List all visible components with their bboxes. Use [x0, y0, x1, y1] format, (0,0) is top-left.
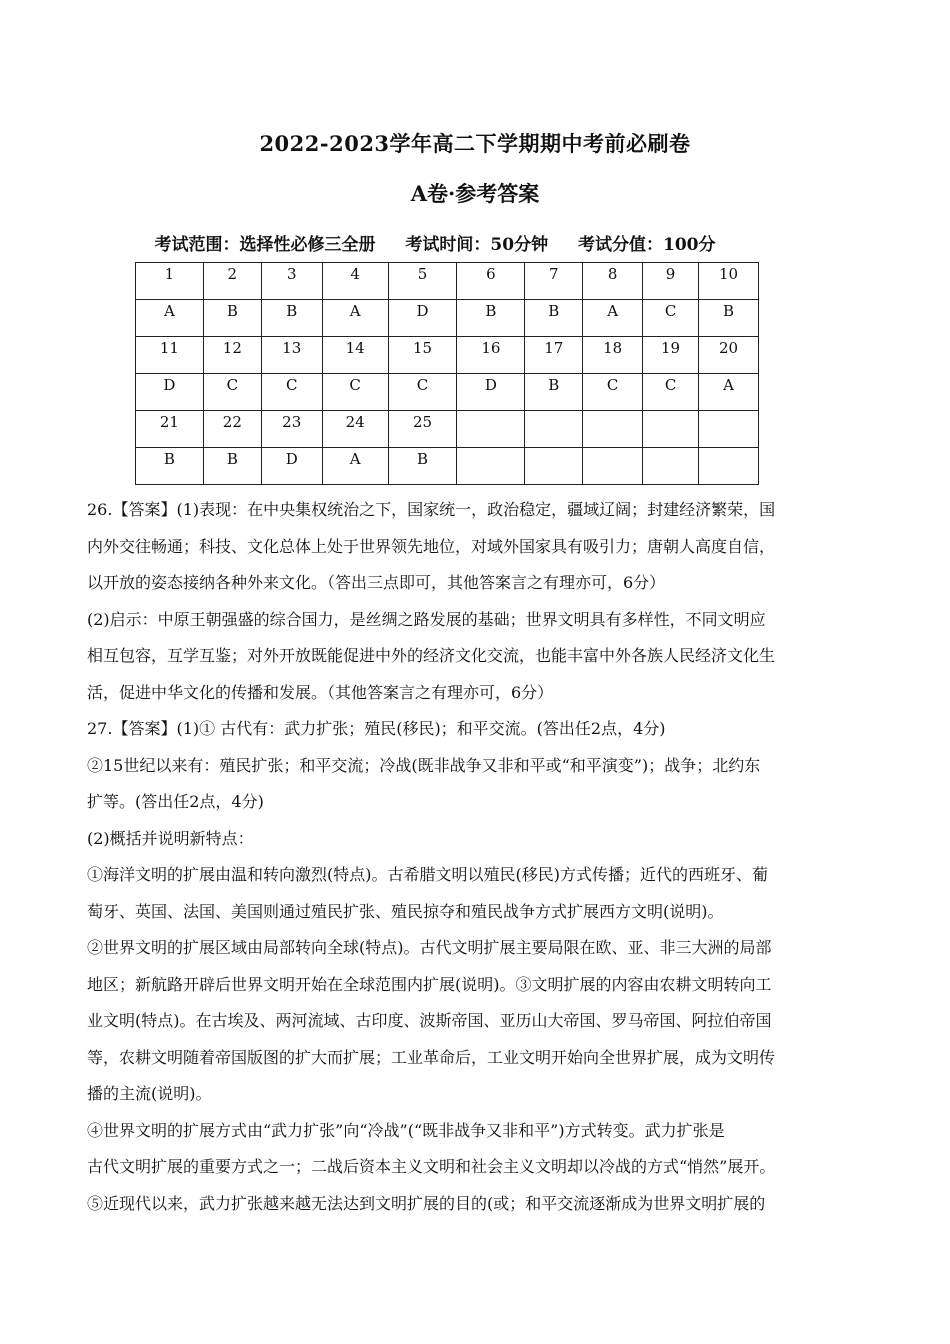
- text-line: 26.【答案】(1)表现：在中央集权统治之下，国家统一，政治稳定，疆域辽阔；封建经济繁荣，国: [87, 500, 776, 519]
- question-number-cell: 19: [643, 337, 699, 374]
- question-number-cell: 10: [699, 263, 759, 300]
- answer-cell: C: [583, 374, 643, 411]
- question-number-cell: 3: [261, 263, 322, 300]
- answer-cell: A: [322, 300, 388, 337]
- question-number-row: [136, 411, 759, 448]
- answer-row: [136, 448, 759, 485]
- answer-cell: B: [525, 374, 583, 411]
- document-subtitle: A卷·参考答案: [410, 181, 540, 206]
- answer-cell: C: [203, 374, 261, 411]
- question-number-cell: 17: [525, 337, 583, 374]
- question-number-cell: 16: [457, 337, 525, 374]
- text-line: ④世界文明的扩展方式由“武力扩张”向“冷战”(“既非战争又非和平”)方式转变。武力扩张是: [87, 1120, 725, 1140]
- document-title: 2022-2023学年高二下学期期中考前必刷卷: [259, 131, 691, 156]
- question-number-cell: 6: [457, 263, 525, 300]
- answer-cell: B: [203, 448, 261, 485]
- question-number-cell: 15: [388, 337, 457, 374]
- question-number-cell: 24: [322, 411, 388, 448]
- text-line: 内外交往畅通；科技、文化总体上处于世界领先地位，对域外国家具有吸引力；唐朝人高度自信，: [87, 536, 776, 556]
- question-number-cell: 14: [322, 337, 388, 374]
- question-number-cell: [643, 411, 699, 448]
- text-line: 地区；新航路开辟后世界文明开始在全球范围内扩展(说明)。③文明扩展的内容由农耕文明转向工: [87, 974, 772, 994]
- answer-cell: A: [699, 374, 759, 411]
- answer-cell: A: [322, 448, 388, 485]
- answer-cell: C: [388, 374, 457, 411]
- answer-cell: A: [583, 300, 643, 337]
- answer-cell: D: [136, 374, 204, 411]
- answer-cell: D: [457, 374, 525, 411]
- text-line: 等，农耕文明随着帝国版图的扩大而扩展；工业革命后，工业文明开始向全世界扩展，成为文明传: [87, 1047, 776, 1067]
- answer-cell: C: [643, 374, 699, 411]
- exam-scope: 考试范围：选择性必修三全册: [154, 235, 376, 255]
- text-line: ②15世纪以来有：殖民扩张；和平交流；冷战(既非战争又非和平或“和平演变”)；战争；北约东: [87, 755, 761, 775]
- question-number-cell: 8: [583, 263, 643, 300]
- question-number-cell: 2: [203, 263, 261, 300]
- text-line: 萄牙、英国、法国、美国则通过殖民扩张、殖民掠夺和殖民战争方式扩展西方文明(说明)。: [87, 901, 724, 921]
- answer-table: [135, 262, 759, 485]
- text-line: ⑤近现代以来，武力扩张越来越无法达到文明扩展的目的(或；和平交流逐渐成为世界文明扩展的: [87, 1193, 766, 1213]
- answer-cell: B: [525, 300, 583, 337]
- answer-row: [136, 374, 759, 411]
- answer-body: [87, 492, 817, 1222]
- answer-cell: B: [699, 300, 759, 337]
- exam-time: 考试时间：50分钟: [405, 235, 549, 255]
- answer-row: [136, 300, 759, 337]
- answer-cell: D: [388, 300, 457, 337]
- question-number-cell: 1: [136, 263, 204, 300]
- question-number-cell: 5: [388, 263, 457, 300]
- question-number-cell: 9: [643, 263, 699, 300]
- answer-cell: [583, 448, 643, 485]
- text-line: ②世界文明的扩展区域由局部转向全球(特点)。古代文明扩展主要局限在欧、亚、非三大洲的局部: [87, 938, 772, 957]
- answer-cell: B: [203, 300, 261, 337]
- text-line: 业文明(特点)。在古埃及、两河流域、古印度、波斯帝国、亚历山大帝国、罗马帝国、阿拉伯帝国: [87, 1011, 772, 1030]
- text-line: (2)启示：中原王朝强盛的综合国力，是丝绸之路发展的基础；世界文明具有多样性，不同文明应: [87, 609, 766, 629]
- text-line: 相互包容，互学互鉴；对外开放既能促进中外的经济文化交流，也能丰富中外各族人民经济文化生: [87, 646, 776, 665]
- question-number-cell: 25: [388, 411, 457, 448]
- text-line: (2)概括并说明新特点：: [87, 828, 254, 848]
- answer-cell: [457, 448, 525, 485]
- answer-cell: C: [643, 300, 699, 337]
- question-number-cell: 12: [203, 337, 261, 374]
- text-line: 活，促进中华文化的传播和发展。（其他答案言之有理亦可，6分）: [87, 682, 554, 702]
- question-number-cell: 7: [525, 263, 583, 300]
- question-number-cell: 23: [261, 411, 322, 448]
- text-line: ①海洋文明的扩展由温和转向激烈(特点)。古希腊文明以殖民(移民)方式传播；近代的西班牙、葡: [87, 865, 768, 884]
- question-number-cell: [583, 411, 643, 448]
- answer-cell: B: [457, 300, 525, 337]
- question-number-cell: 21: [136, 411, 204, 448]
- answer-cell: [643, 448, 699, 485]
- exam-score: 考试分值：100分: [578, 235, 716, 255]
- text-line: 扩等。(答出任2点，4分): [87, 792, 264, 811]
- question-number-cell: 11: [136, 337, 204, 374]
- question-number-cell: 4: [322, 263, 388, 300]
- exam-info: [0, 230, 870, 255]
- question-number-cell: 20: [699, 337, 759, 374]
- answer-cell: C: [322, 374, 388, 411]
- question-number-row: [136, 263, 759, 300]
- answer-cell: A: [136, 300, 204, 337]
- answer-cell: [525, 448, 583, 485]
- answer-cell: B: [388, 448, 457, 485]
- text-line: 27.【答案】(1)① 古代有：武力扩张；殖民(移民)；和平交流。(答出任2点，4分): [87, 719, 666, 738]
- text-line: 播的主流(说明)。: [87, 1084, 212, 1103]
- answer-cell: D: [261, 448, 322, 485]
- answer-cell: C: [261, 374, 322, 411]
- text-line: 以开放的姿态接纳各种外来文化。（答出三点即可，其他答案言之有理亦可，6分）: [87, 573, 666, 592]
- question-number-cell: [699, 411, 759, 448]
- question-number-cell: [457, 411, 525, 448]
- text-line: 古代文明扩展的重要方式之一；二战后资本主义文明和社会主义文明却以冷战的方式“悄然”展开。: [87, 1157, 776, 1176]
- question-number-cell: 13: [261, 337, 322, 374]
- question-number-cell: 22: [203, 411, 261, 448]
- question-number-cell: [525, 411, 583, 448]
- answer-cell: [699, 448, 759, 485]
- question-number-cell: 18: [583, 337, 643, 374]
- question-number-row: [136, 337, 759, 374]
- answer-cell: B: [261, 300, 322, 337]
- answer-cell: B: [136, 448, 204, 485]
